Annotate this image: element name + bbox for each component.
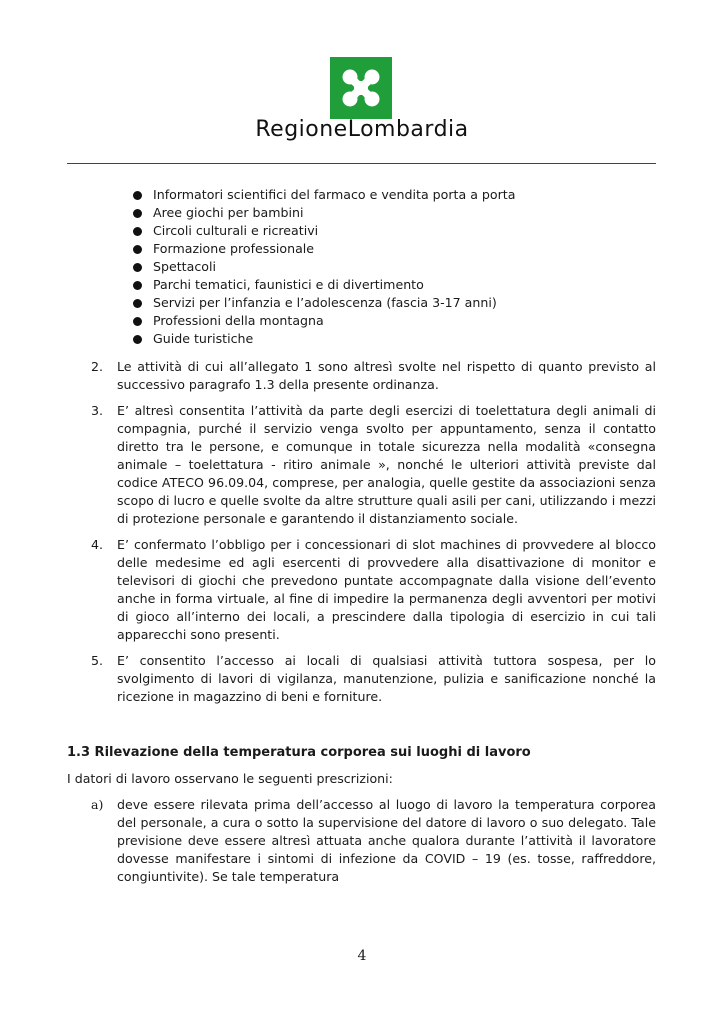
item-text: E’ confermato l’obbligo per i concessionari di slot machines di provvedere al blocco delle medesime ed agli esercenti di provvedere alla disattivazione di monitor e televisori di giochi che prevedono puntate accompagnate dalla visione dell’evento anche in forma virtuale, al fine di impedire la permanenza degli avventori per motivi di gioco all’interno dei locali, a prescindere dalla tipologia di esercizio in cui tali apparecchi sono presenti.	[117, 537, 656, 642]
bullet-dot-icon	[133, 281, 142, 290]
regione-lombardia-logo	[330, 57, 392, 119]
numbered-item	[67, 536, 656, 644]
item-letter: a)	[91, 797, 104, 812]
bullet-item: Spettacoli	[67, 258, 656, 276]
numbered-item	[67, 652, 656, 706]
item-text: E’ consentito l’accesso ai locali di qualsiasi attività tuttora sospesa, per lo svolgimento di lavori di vigilanza, manutenzione, pulizia e sanificazione nonché la ricezione in magazzino di beni e forniture.	[117, 653, 656, 704]
item-number: 4.	[91, 537, 104, 552]
item-text: Le attività di cui all’allegato 1 sono altresì svolte nel rispetto di quanto previsto al successivo paragrafo 1.3 della presente ordinanza.	[117, 359, 656, 392]
bullet-item: Circoli culturali e ricreativi	[67, 222, 656, 240]
page-number: 4	[357, 948, 367, 964]
bullet-dot-icon	[133, 191, 142, 200]
item-text: deve essere rilevata prima dell’accesso al luogo di lavoro la temperatura corporea del personale, a cura o sotto la supervisione del datore di lavoro o suo delegato. Tale previsione deve essere altresì attuata anche qualora durante l’attività il lavoratore dovesse manifestare i sintomi di infezione da COVID – 19 (es. tosse, raffreddore, congiuntivite). Se tale temperatura	[117, 797, 656, 884]
brand-name: RegioneLombardia	[255, 117, 469, 142]
numbered-item	[67, 402, 656, 528]
section-heading: 1.3 Rilevazione della temperatura corporea sui luoghi di lavoro	[67, 745, 531, 760]
numbered-list	[67, 358, 656, 706]
bullet-dot-icon	[133, 227, 142, 236]
bullet-item: Formazione professionale	[67, 240, 656, 258]
bullet-item: Professioni della montagna	[67, 312, 656, 330]
item-number: 2.	[91, 359, 104, 374]
bullet-dot-icon	[133, 335, 142, 344]
bullet-dot-icon	[133, 245, 142, 254]
bullet-item: Aree giochi per bambini	[67, 204, 656, 222]
item-number: 5.	[91, 653, 104, 668]
numbered-item	[67, 358, 656, 394]
bullet-list	[67, 186, 656, 348]
bullet-dot-icon	[133, 263, 142, 272]
bullet-item: Informatori scientifici del farmaco e vendita porta a porta	[67, 186, 656, 204]
bullet-dot-icon	[133, 209, 142, 218]
item-number: 3.	[91, 403, 104, 418]
document-body	[67, 186, 656, 886]
bullet-dot-icon	[133, 299, 142, 308]
bullet-dot-icon	[133, 317, 142, 326]
lettered-item	[67, 796, 656, 886]
item-text: E’ altresì consentita l’attività da parte degli esercizi di toelettatura degli animali di compagnia, purché il servizio venga svolto per appuntamento, senza il contatto diretto tra le persone, e comunque in totale sicurezza nella modalità «consegna animale – toelettatura - ritiro animale », nonché le ulteriori attività previste dal codice ATECO 96.09.04, comprese, per analogia, quelle gestite da associazioni senza scopo di lucro e quelle svolte da altre strutture quali asili per cani, utilizzando i mezzi di protezione personale e garantendo il distanziamento sociale.	[117, 403, 656, 526]
section-intro: I datori di lavoro osservano le seguenti prescrizioni:	[67, 771, 393, 786]
bullet-item: Servizi per l’infanzia e l’adolescenza (fascia 3-17 anni)	[67, 294, 656, 312]
bullet-item: Guide turistiche	[67, 330, 656, 348]
bullet-item: Parchi tematici, faunistici e di divertimento	[67, 276, 656, 294]
header-divider	[67, 163, 656, 164]
